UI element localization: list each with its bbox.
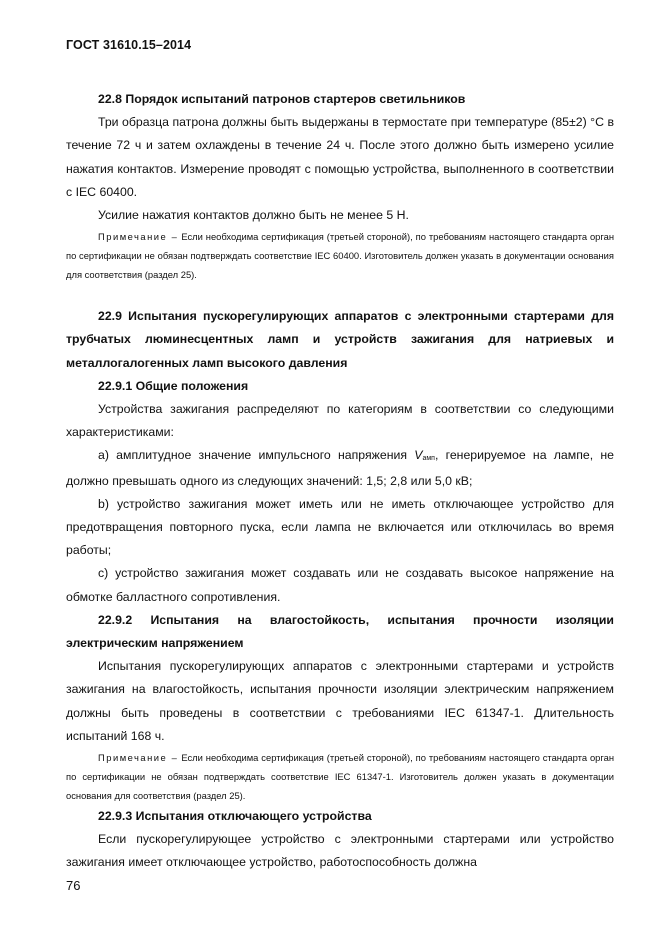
note-text: Если необходима сертификация (третьей стороной), по требованиям настоящего стандарта орган по сертификации не обязан подтверждать соответствие IEC 60400. Изготовитель должен указать в документации основания для соответствия (раздел 25). xyxy=(66,231,614,281)
list-item-a-text-end: , генерируемое на лампе, не должно превышать одного из следующих значений: 1,5; 2,8 или 5,0 кВ; xyxy=(66,448,614,488)
section-gap xyxy=(66,284,614,305)
voltage-symbol: V xyxy=(414,448,423,463)
section-22-9-3-heading: 22.9.3 Испытания отключающего устройства xyxy=(98,809,372,824)
list-item-a-text-start: а) амплитудное значение импульсного напряжения xyxy=(98,448,415,463)
section-22-8-note xyxy=(66,227,614,284)
section-22-9-1-paragraph: Устройства зажигания распределяют по категориям в соответствии со следующими характеристиками: xyxy=(66,402,614,440)
document-body xyxy=(66,88,614,875)
note-label: Примечание – xyxy=(98,752,179,764)
list-item-b: b) устройство зажигания может иметь или не иметь отключающее устройство для предотвращения повторного пуска, если лампа не включается или отключилась во время работы; xyxy=(66,496,614,558)
section-22-9-2-note xyxy=(66,748,614,805)
page-number: 76 xyxy=(66,878,81,893)
note-text: Если необходима сертификация (третьей стороной), по требованиям настоящего стандарта орган по сертификации не обязан подтверждать соответствие IEC 61347-1. Изготовитель должен указать в документации основания для соответствия (раздел 25). xyxy=(66,752,614,802)
list-item-a xyxy=(66,444,614,492)
section-22-8-paragraph-1: Три образца патрона должны быть выдержаны в термостате при температуре (85±2) °C в течение 72 ч и затем охлаждены в течение 24 ч. После этого должно быть измерено усилие нажатия контактов. Измерение проводят с помощью устройства, выполненного в соответствии с IEC 60400. xyxy=(66,115,614,199)
section-22-9-2-paragraph: Испытания пускорегулирующих аппаратов с электронными стартерами и устройств зажигания на влагостойкость, испытания прочности изоляции электрическим напряжением должны быть проведены в соответствии с требованиями IEC 61347-1. Длительность испытаний 168 ч. xyxy=(66,659,614,743)
note-label: Примечание – xyxy=(98,231,179,243)
document-code-header: ГОСТ 31610.15–2014 xyxy=(66,38,192,52)
section-22-9-1-heading: 22.9.1 Общие положения xyxy=(98,378,249,393)
voltage-subscript: амп xyxy=(422,455,435,463)
section-22-8-heading: 22.8 Порядок испытаний патронов стартеров светильников xyxy=(98,92,466,106)
section-22-9-heading: 22.9 Испытания пускорегулирующих аппаратов с электронными стартерами для трубчатых люминесцентных ламп и устройств зажигания для натриевых и металлогалогенных ламп высокого давления xyxy=(66,309,614,370)
section-22-9-3-paragraph: Если пускорегулирующее устройство с электронными стартерами или устройство зажигания имеет отключающее устройство, работоспособность должна xyxy=(66,832,614,870)
list-item-c: c) устройство зажигания может создавать или не создавать высокое напряжение на обмотке балластного сопротивления. xyxy=(66,566,614,604)
section-22-9-2-heading: 22.9.2 Испытания на влагостойкость, испытания прочности изоляции электрическим напряжением xyxy=(66,612,614,651)
section-22-8-paragraph-2: Усилие нажатия контактов должно быть не менее 5 Н. xyxy=(98,208,409,223)
